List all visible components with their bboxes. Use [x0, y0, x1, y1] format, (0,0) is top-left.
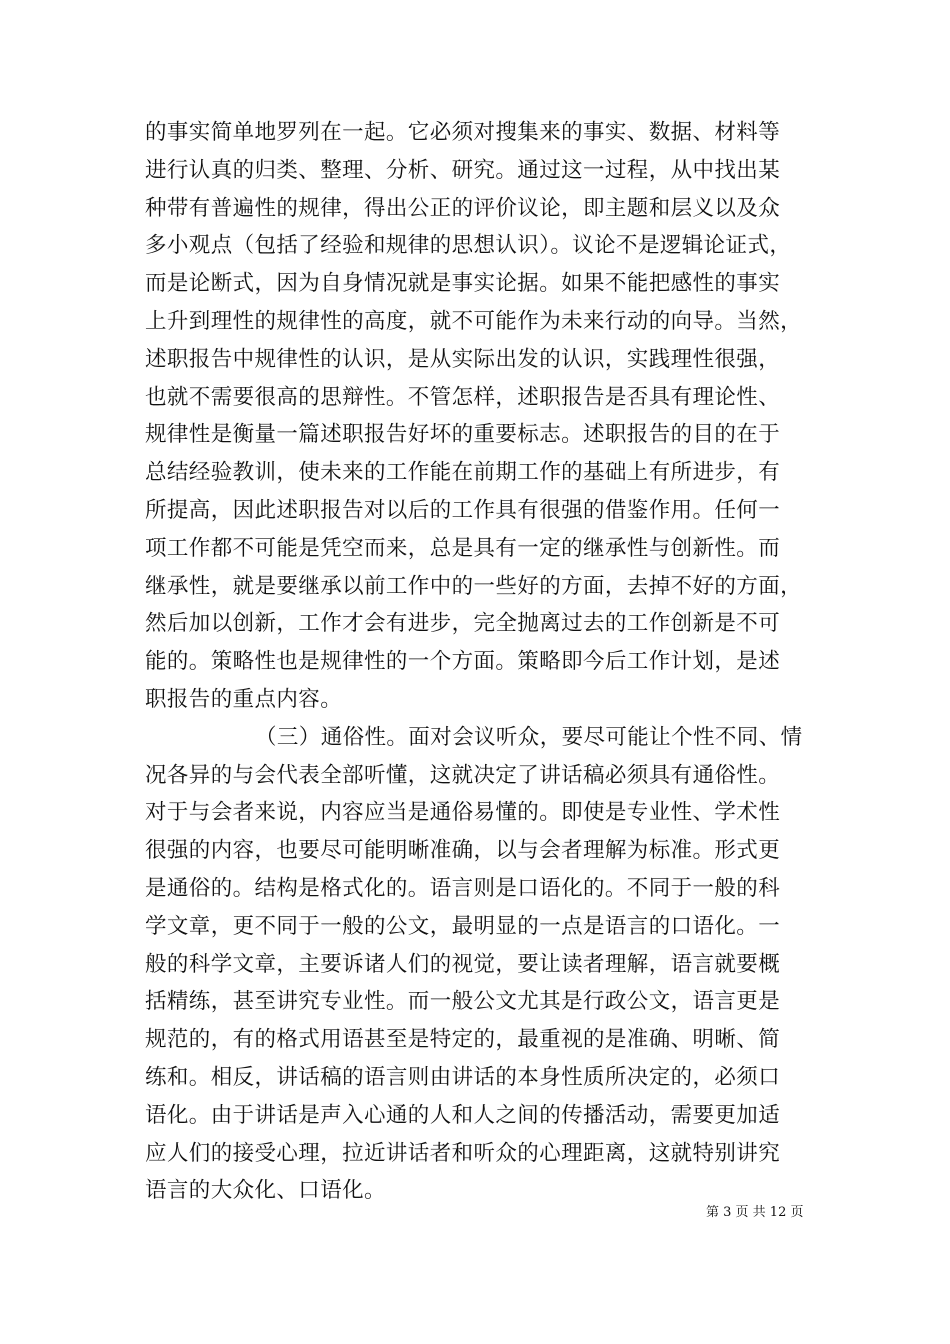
text-line: 的事实简单地罗列在一起。它必须对搜集来的事实、数据、材料等	[145, 120, 781, 145]
text-line: 种带有普遍性的规律，得出公正的评价议论，即主题和层义以及众	[145, 195, 781, 221]
text-line: 语言的大众化、口语化。	[145, 1178, 386, 1204]
page-number-footer: 第 3 页 共 12 页	[706, 1205, 804, 1220]
text-line: 括精练，甚至讲究专业性。而一般公文尤其是行政公文，语言更是	[145, 989, 781, 1015]
document-body	[145, 114, 810, 1210]
text-line: 况各异的与会代表全部听懂，这就决定了讲话稿必须具有通俗性。	[145, 762, 781, 788]
text-line: 项工作都不可能是凭空而来，总是具有一定的继承性与创新性。而	[145, 535, 781, 561]
text-line: 继承性，就是要继承以前工作中的一些好的方面，去掉不好的方面，	[145, 573, 803, 599]
text-line: 而是论断式，因为自身情况就是事实论据。如果不能把感性的事实	[145, 271, 781, 297]
text-line: 般的科学文章，主要诉诸人们的视觉，要让读者理解，语言就要概	[145, 951, 781, 977]
text-line: 规范的，有的格式用语甚至是特定的，最重视的是准确、明晰、简	[145, 1027, 781, 1053]
text-line: 多小观点（包括了经验和规律的思想认识）。议论不是逻辑论证式，	[145, 233, 792, 259]
text-line: 规律性是衡量一篇述职报告好坏的重要标志。述职报告的目的在于	[145, 422, 781, 448]
text-line: 练和。相反，讲话稿的语言则由讲话的本身性质所决定的，必须口	[145, 1064, 781, 1090]
text-line: 应人们的接受心理，拉近讲话者和听众的心理距离，这就特别讲究	[145, 1140, 781, 1166]
text-line: 进行认真的归类、整理、分析、研究。通过这一过程，从中找出某	[145, 157, 781, 183]
text-line: 所提高，因此述职报告对以后的工作具有很强的借鉴作用。任何一	[145, 497, 781, 523]
text-line: 是通俗的。结构是格式化的。语言则是口语化的。不同于一般的科	[145, 875, 781, 901]
text-line: （三）通俗性。面对会议听众，要尽可能让个性不同、情	[255, 724, 803, 750]
text-line: 总结经验教训，使未来的工作能在前期工作的基础上有所进步，有	[145, 460, 781, 486]
text-line: 职报告的重点内容。	[145, 686, 343, 712]
text-line: 对于与会者来说，内容应当是通俗易懂的。即使是专业性、学术性	[145, 800, 781, 826]
text-line: 很强的内容，也要尽可能明晰准确，以与会者理解为标准。形式更	[145, 838, 781, 864]
text-line: 述职报告中规律性的认识，是从实际出发的认识，实践理性很强，	[145, 346, 781, 372]
paragraph-1	[145, 114, 810, 719]
text-line: 语化。由于讲话是声入心通的人和人之间的传播活动，需要更加适	[145, 1102, 781, 1128]
text-line: 能的。策略性也是规律性的一个方面。策略即今后工作计划，是述	[145, 649, 781, 675]
paragraph-2	[145, 719, 810, 1210]
text-line: 学文章，更不同于一般的公文，最明显的一点是语言的口语化。一	[145, 913, 781, 939]
text-line: 也就不需要很高的思辩性。不管怎样，述职报告是否具有理论性、	[145, 384, 781, 410]
text-line: 然后加以创新，工作才会有进步，完全抛离过去的工作创新是不可	[145, 611, 781, 637]
text-line: 上升到理性的规律性的高度，就不可能作为未来行动的向导。当然，	[145, 308, 803, 334]
